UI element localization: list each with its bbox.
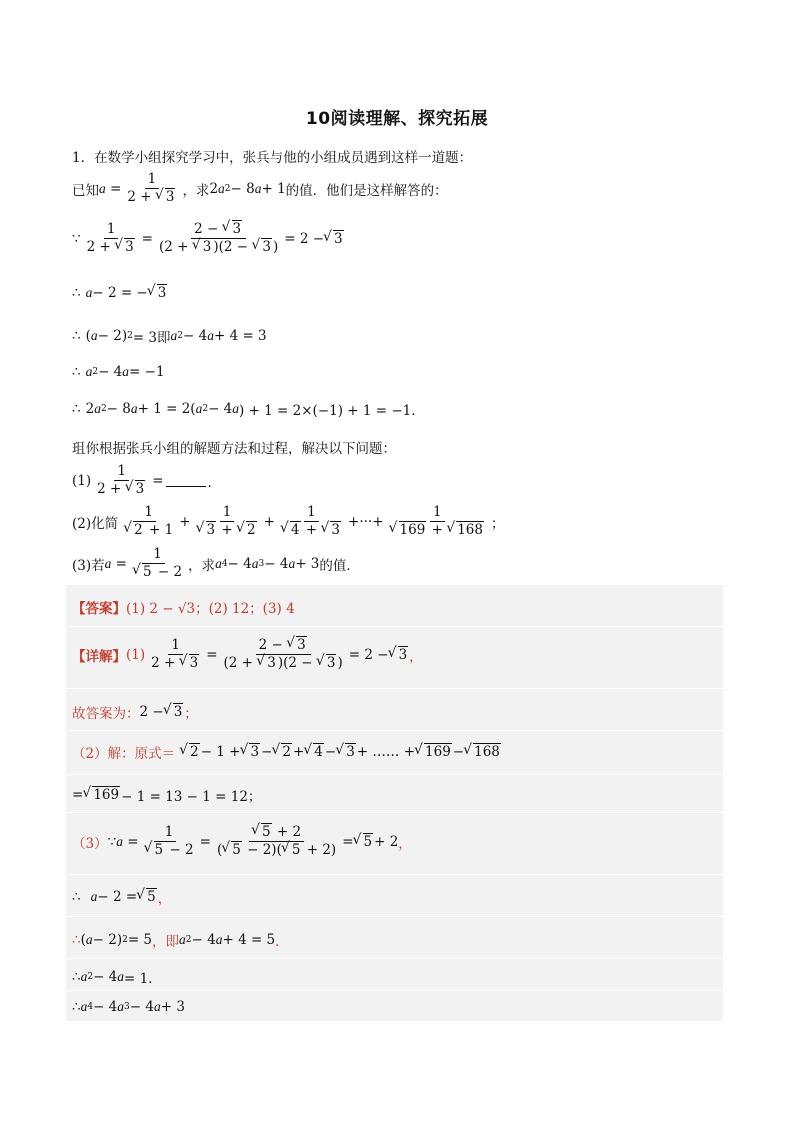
row-divider [66,990,723,991]
step-3: ∴ a 2 − 4 a = −1 [72,364,165,380]
row-divider [66,958,723,959]
detail-part3-step3: ∴ a 2 − 4 a = 1． [72,969,162,987]
detail-part2: （2）解：原式＝ √ 2 − 1 + √ 3 − √ 2 + √ 4 − √ 3 + …… + √ 169 − √ 168 [72,742,502,762]
row-divider [66,812,723,813]
detail-answer-1: 故答案为： 2 − √ 3 ； [72,702,198,722]
row-divider [66,774,723,775]
answer-line [72,597,295,617]
detail-label: 【详解】 [72,648,126,665]
step-4: ∴ 2 a 2 − 8 a + 1 = 2( a 2 − 4 a ) + 1 = 2×(−1) + 1 = −1． [72,401,425,419]
row-divider [66,626,723,627]
step-1: ∴ a − 2 = − √ 3 [72,285,168,301]
detail-part3-step2: ∴ ( a − 2) 2 = 5 ，即 a 2 − 4 a + 4 = 5 ． [72,932,289,950]
detail-part2-result: = √ 169 − 1 = 13 − 1 = 12； [72,785,261,805]
step-because: ∵ $\frac{1}{2 + √ 3}$ = $\frac{2 - √ 3}{(2 + √ 3 )(2 - √ 3 )}$ = 2 − √ 3 [72,222,345,255]
question-3: (3)若 a = 1 √ 5 − 2 ，求 a 4 − 4 a 3 − 4 a + 3 的值． [72,547,360,580]
answer-text: (1) 2 − √3；(2) 12；(3) 4 [126,601,295,617]
instruction: 珇你根据张兵小组的解题方法和过程，解决以下问题： [72,441,396,457]
detail-part3-step4: ∴ a 4 − 4 a 3 − 4 a + 3 [72,999,185,1015]
detail-part1: 【详解】 (1) $\frac{1}{2 + √ 3}$ = $\frac{2 - √ 3}{(2 + √ 3 )(2 - √ 3 )}$ = 2 − √ 3 ， [72,638,423,671]
row-divider [66,730,723,731]
question-1: (1) $\frac{1}{2 + √ 3}$ = ． [72,464,221,497]
answer-label: 【答案】 [72,601,126,617]
detail-part3: （3） ∵ a = 1 √ 5 − 2 = √ $\frac{5 + 2}{(√ 5 - 2)(√ 5 + 2)}$ = √ 5 + 2 ， [72,825,412,858]
step-2: ∴ ( a − 2) 2 = 3即 a 2 − 4 a + 4 = 3 [72,328,267,346]
row-divider [66,688,723,689]
question-2: (2)化简 1 √ 2 + 1 + 1 √ 3 + √ 2 + 1 √ 4 + √ 3 +···+ 1 √ 169 + √ 168 ； [72,505,504,538]
row-divider [66,874,723,875]
problem-intro: 1．在数学小组探究学习中，张兵与他的小组成员遇到这样一道题： [72,150,473,166]
problem-given: 已知 a = $\frac{1}{2 + √ 3}$ ，求 2 a 2 − 8 a + 1 的值．他们是这样解答的： [72,172,448,205]
page-title: 10阅读理解、探究拓展 [305,109,489,129]
row-divider [66,916,723,917]
detail-part3-step1: ∴ a − 2 = √ 5 ， [72,887,171,907]
